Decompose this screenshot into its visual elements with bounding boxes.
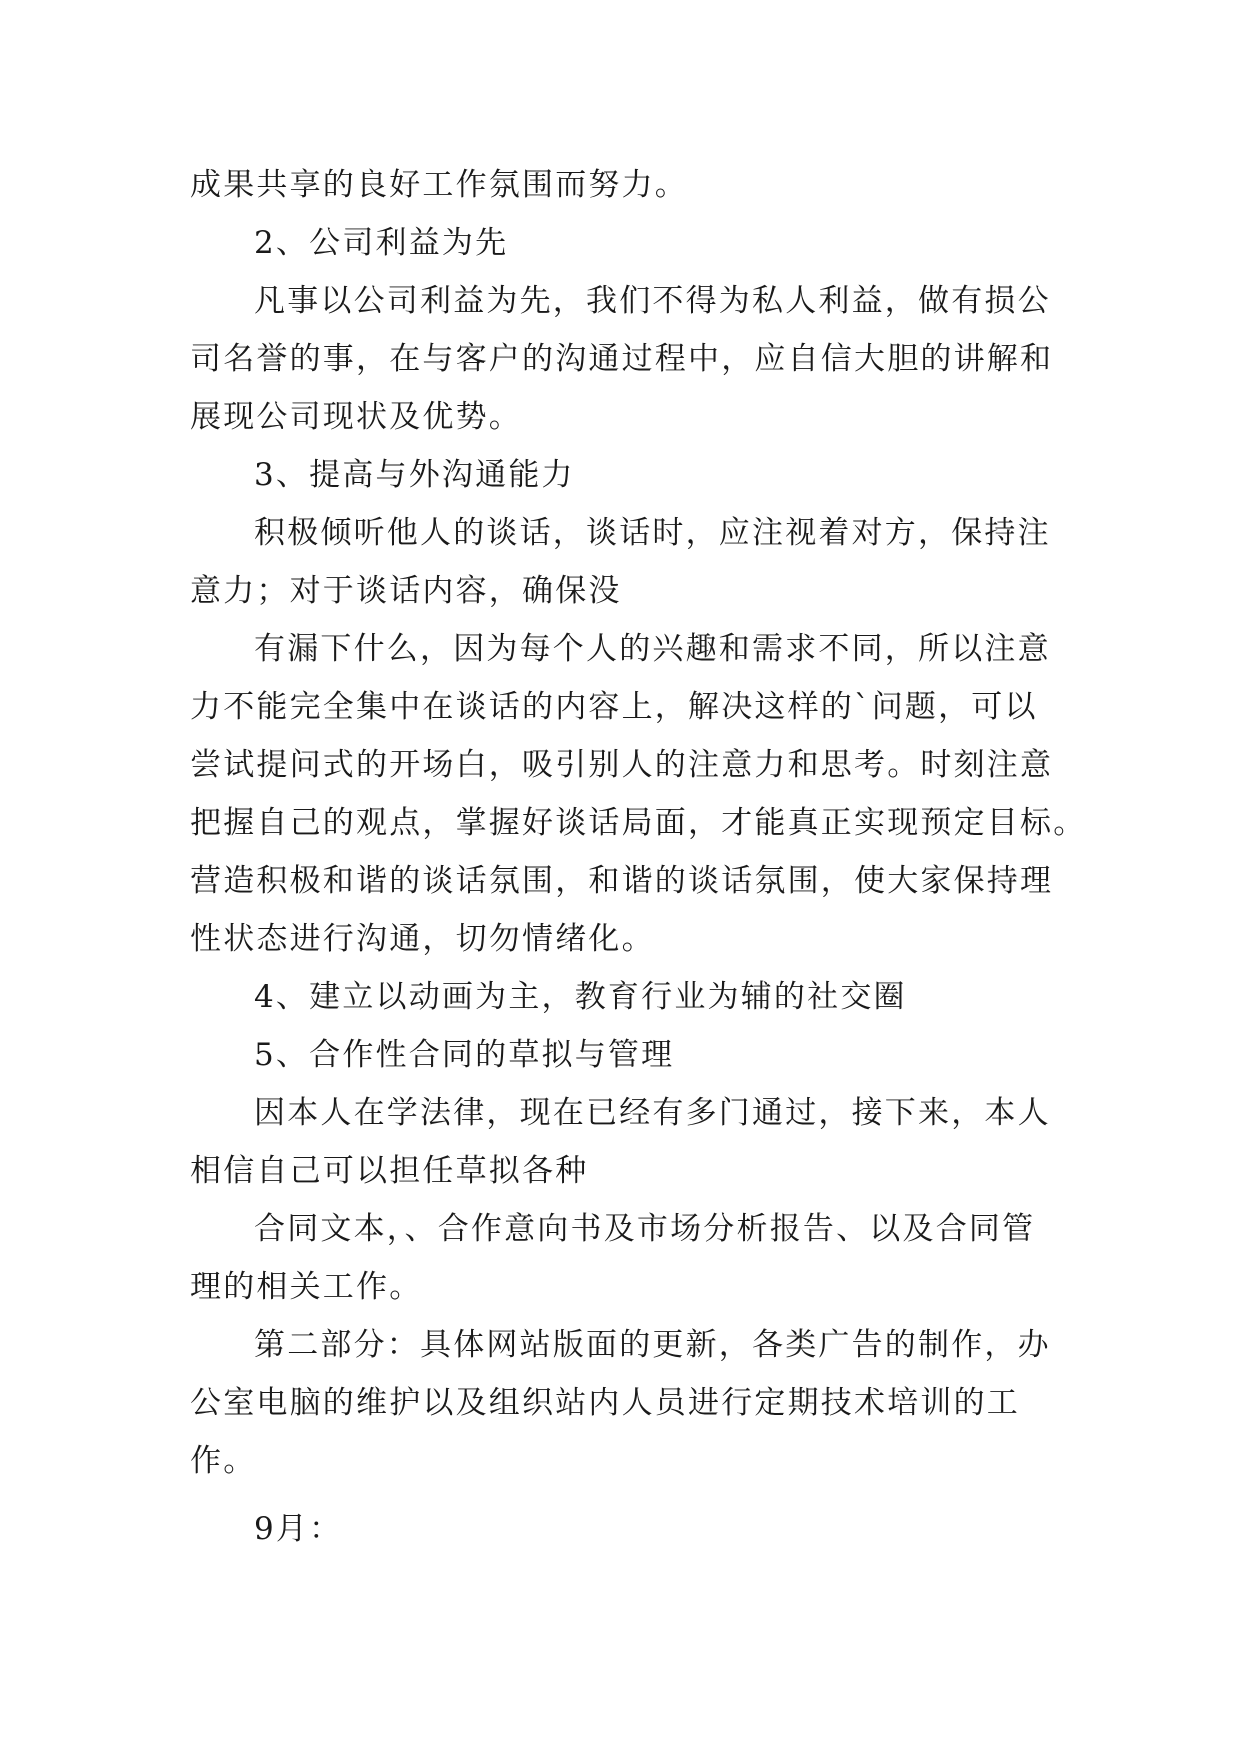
section-heading: 3、提高与外沟通能力 xyxy=(254,457,575,493)
paragraph-line: 意力；对于谈话内容，确保没 xyxy=(190,573,622,609)
section-heading: 5、合作性合同的草拟与管理 xyxy=(254,1037,675,1073)
paragraph-line: 尝试提问式的开场白，吸引别人的注意力和思考。时刻注意 xyxy=(190,747,1054,783)
paragraph-line: 把握自己的观点，掌握好谈话局面，才能真正实现预定目标。 xyxy=(190,805,1087,841)
paragraph-line: 因本人在学法律，现在已经有多门通过，接下来，本人 xyxy=(254,1095,1051,1131)
paragraph-line: 成果共享的良好工作氛围而努力。 xyxy=(190,167,688,203)
paragraph-line: 合同文本，、合作意向书及市场分析报告、以及合同管 xyxy=(254,1211,1036,1247)
paragraph-line: 力不能完全集中在谈话的内容上，解决这样的`问题，可以 xyxy=(190,689,1038,725)
paragraph-line: 性状态进行沟通，切勿情绪化。 xyxy=(190,921,655,957)
paragraph-line: 营造积极和谐的谈话氛围，和谐的谈话氛围，使大家保持理 xyxy=(190,863,1054,899)
paragraph-line: 展现公司现状及优势。 xyxy=(190,399,522,435)
paragraph-line: 司名誉的事，在与客户的沟通过程中，应自信大胆的讲解和 xyxy=(190,341,1054,377)
paragraph-line: 积极倾听他人的谈话，谈话时，应注视着对方，保持注 xyxy=(254,515,1051,551)
paragraph-line: 理的相关工作。 xyxy=(190,1269,423,1305)
paragraph-line: 公室电脑的维护以及组织站内人员进行定期技术培训的工 xyxy=(190,1385,1020,1421)
paragraph-line: 凡事以公司利益为先，我们不得为私人利益，做有损公 xyxy=(254,283,1051,319)
month-heading: 9月： xyxy=(254,1511,343,1547)
paragraph-line: 作。 xyxy=(190,1443,257,1479)
section-heading: 2、公司利益为先 xyxy=(254,225,509,261)
paragraph-line: 有漏下什么，因为每个人的兴趣和需求不同，所以注意 xyxy=(254,631,1051,667)
paragraph-line: 第二部分：具体网站版面的更新，各类广告的制作，办 xyxy=(254,1327,1051,1363)
paragraph-line: 相信自己可以担任草拟各种 xyxy=(190,1153,589,1189)
section-heading: 4、建立以动画为主，教育行业为辅的社交圈 xyxy=(254,979,907,1015)
